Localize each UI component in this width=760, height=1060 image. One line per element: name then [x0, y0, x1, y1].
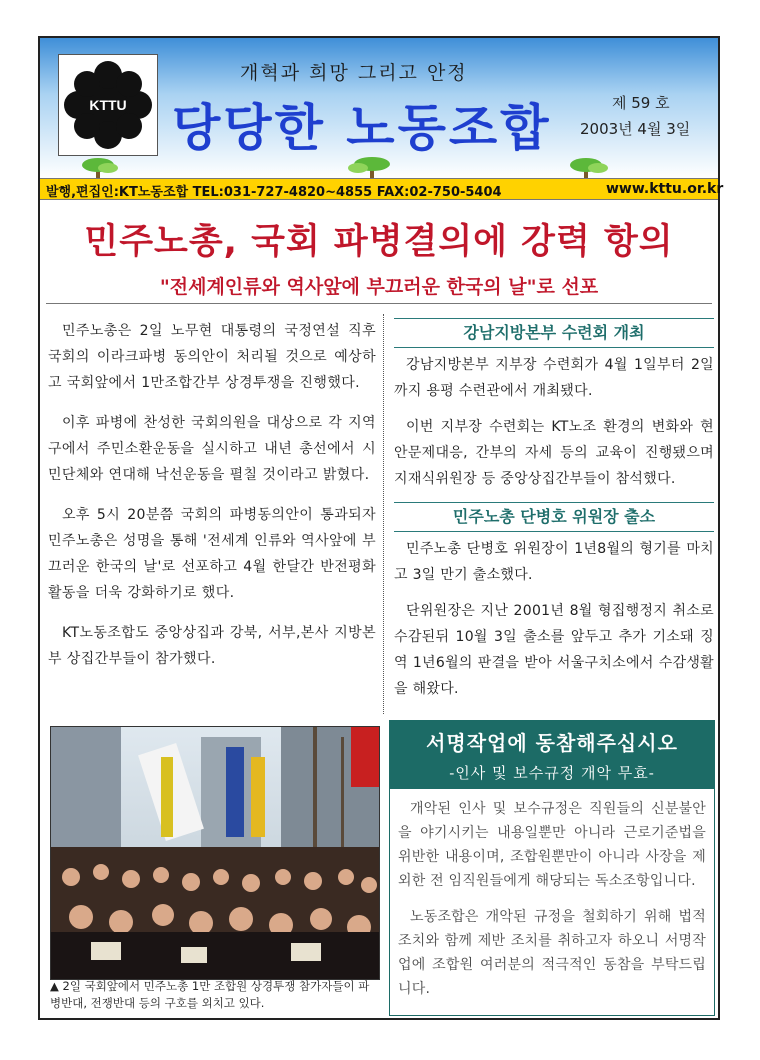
article-paragraph: 민주노총은 2일 노무현 대통령의 국정연설 직후 국회의 이라크파병 동의안이 처리될 것으로 예상하고 국회앞에서 1만조합간부 상경투쟁을 진행했다.	[48, 323, 376, 391]
contact-info: 발행,편집인:KT노동조합 TEL:031-727-4820~4855 FAX:02-750-5404	[46, 185, 502, 200]
petition-subtitle: -인사 및 보수규정 개악 무효-	[449, 764, 655, 782]
tree-decoration-icon	[40, 156, 718, 178]
article-paragraph: 이후 파병에 찬성한 국회의원을 대상으로 각 지역구에서 주민소환운동을 실시하고 내년 총선에서 시민단체와 연대해 낙선운동을 펼칠 것이라고 밝혔다.	[48, 415, 376, 483]
newsletter-page	[38, 36, 724, 1020]
rally-photo	[50, 726, 380, 980]
contact-bar	[40, 178, 724, 200]
side-article-paragraph: 이번 지부장 수련회는 KT노조 환경의 변화와 현안문제대응, 간부의 자세 등의 교육이 진행됐으며 지재식위원장 등 중앙상집간부들이 참석했다.	[394, 419, 714, 487]
issue-number: 제 59 호	[612, 94, 670, 112]
crowd-photo-icon	[51, 727, 379, 979]
petition-body	[390, 789, 714, 1001]
column-divider	[383, 314, 384, 714]
petition-box	[389, 720, 715, 1016]
petition-header	[390, 721, 714, 789]
side-article-paragraph: 단위원장은 지난 2001년 8월 형집행정지 취소로 수감된뒤 10월 3일 출소를 앞두고 추가 기소돼 징역 1년6월의 판결을 받아 서울구치소에서 수감생활을 해왔다.	[394, 603, 714, 697]
article-paragraph: KT노동조합도 중앙상집과 강북, 서부,본사 지방본부 상집간부들이 참가했다.	[48, 625, 376, 667]
masthead	[40, 38, 724, 200]
divider	[46, 303, 712, 304]
petition-paragraph: 개악된 인사 및 보수규정은 직원들의 신분불안을 야기시키는 내용일뿐만 아니라 근로기준법을 위반한 내용이며, 조합원뿐만이 아니라 사장을 제외한 전 임직원들에게 해당되는 독소조항입니다.	[398, 801, 706, 889]
side-article-paragraph: 강남지방본부 지부장 수련회가 4월 1일부터 2일까지 용평 수련관에서 개최됐다.	[394, 357, 714, 399]
article-paragraph: 오후 5시 20분쯤 국회의 파병동의안이 통과되자 민주노총은 성명을 통해 '전세계 인류와 역사앞에 부끄러운 한국의 날'로 선포하고 4월 한달간 반전평화활동을 더욱 강화하기로 했다.	[48, 507, 376, 601]
website-link[interactable]: www.kttu.or.kr	[606, 181, 724, 197]
issue-date: 2003년 4월 3일	[580, 120, 691, 138]
side-articles	[394, 318, 714, 712]
photo-caption: ▲ 2일 국회앞에서 민주노총 1만 조합원 상경투쟁 참가자들이 파병반대, 전쟁반대 등의 구호를 외치고 있다.	[50, 979, 370, 1010]
newsletter-title: 당당한 노동조합	[172, 99, 552, 157]
side-article-heading: 강남지방본부 수련회 개최	[394, 318, 714, 348]
slogan: 개혁과 희망 그리고 안정	[240, 62, 468, 84]
main-headline: 민주노총, 국회 파병결의에 강력 항의	[84, 222, 674, 262]
petition-paragraph: 노동조합은 개악된 규정을 철회하기 위해 법적조치와 함께 제반 조치를 취하고자 하오니 서명작업에 조합원 여러분의 적극적인 동참을 부탁드립니다.	[398, 909, 706, 997]
kttu-logo	[58, 54, 158, 156]
side-article-paragraph: 민주노총 단병호 위원장이 1년8월의 형기를 마치고 3일 만기 출소했다.	[394, 541, 714, 583]
sub-headline: "전세계인류와 역사앞에 부끄러운 한국의 날"로 선포	[159, 276, 599, 298]
petition-title: 서명작업에 동참해주십시오	[426, 731, 678, 755]
side-article-heading: 민주노총 단병호 위원장 출소	[394, 502, 714, 532]
main-article	[48, 318, 376, 686]
logo-text: KTTU	[89, 97, 127, 113]
